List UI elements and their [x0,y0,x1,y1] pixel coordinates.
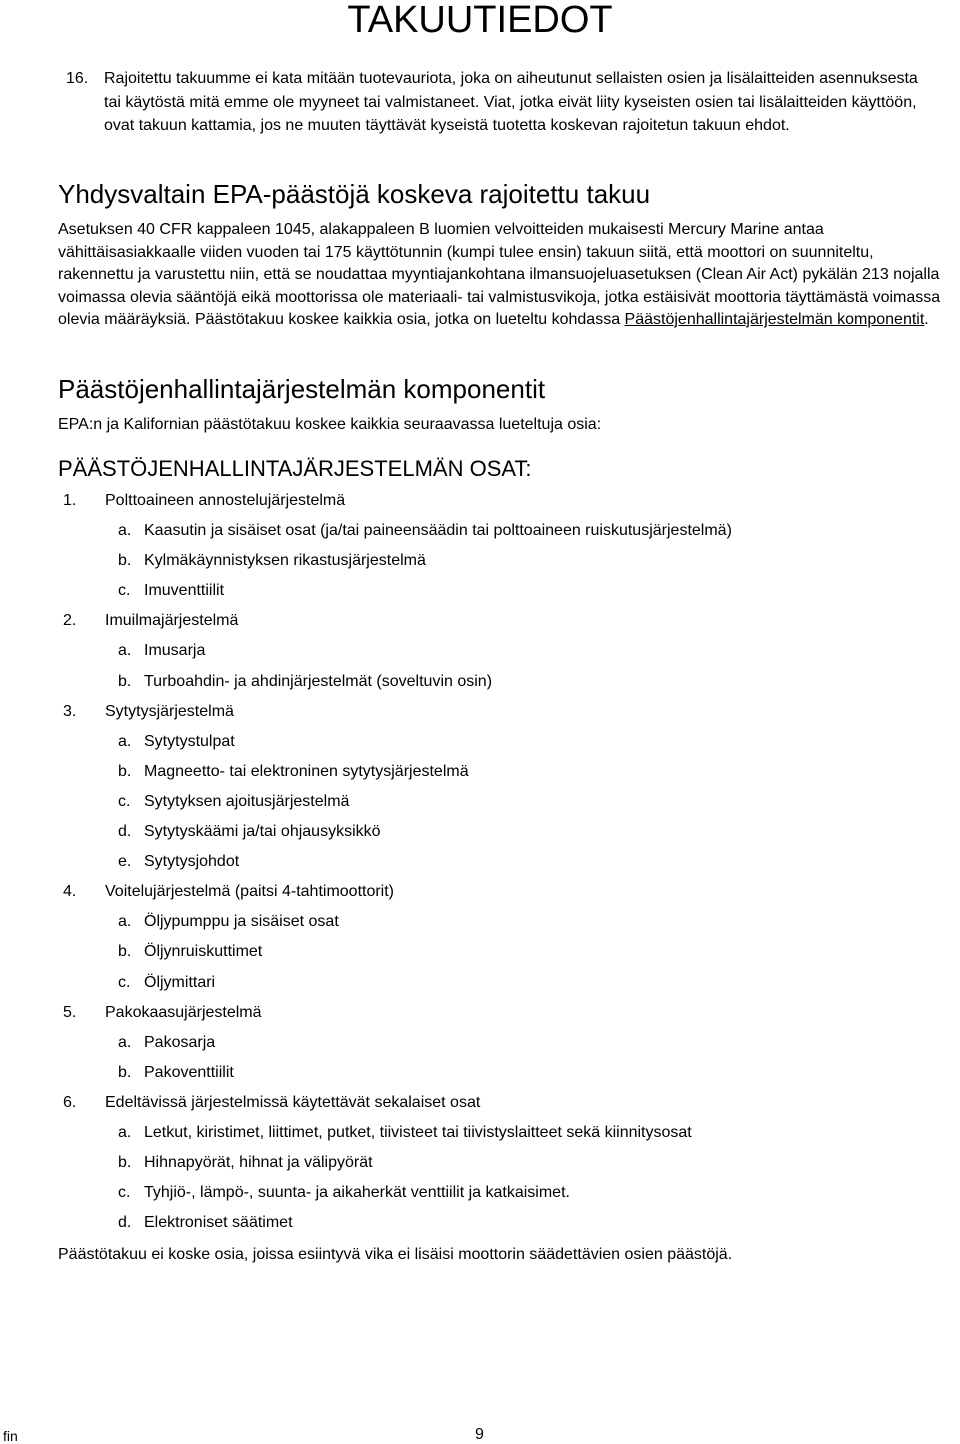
parts-list-item [58,877,948,907]
item-label: Sytytysjärjestelmä [105,702,234,720]
parts-list-subitem [58,787,948,817]
subitem-letter: d. [118,823,132,841]
subitem-label: Elektroniset säätimet [144,1214,293,1232]
epa-body [58,219,948,332]
subitem-letter: b. [118,672,132,690]
subitem-label: Imuventtiilit [144,582,225,600]
subitem-letter: d. [118,1214,132,1232]
parts-list-subitem [58,1208,948,1238]
components-intro: EPA:n ja Kalifornian päästötakuu koskee kaikkia seuraavassa lueteltuja osia: [58,416,602,433]
subitem-label: Öljypumppu ja sisäiset osat [144,913,339,931]
subitem-label: Turboahdin- ja ahdinjärjestelmät (soveltuvin osin) [144,672,493,690]
parts-list-item [58,1088,948,1118]
page-title: TAKUUTIEDOT [347,0,613,41]
subitem-label: Sytytystulpat [144,732,235,750]
subitem-letter: c. [118,792,131,810]
subitem-label: Sytytysjohdot [144,853,240,871]
subitem-letter: b. [118,1063,132,1081]
parts-list-subitem [58,1148,948,1178]
subitem-letter: a. [118,642,132,660]
parts-list-item [58,697,948,727]
subitem-label: Hihnapyörät, hihnat ja välipyörät [144,1154,373,1172]
epa-heading: Yhdysvaltain EPA-päästöjä koskeva rajoitettu takuu [58,179,651,209]
parts-list-subitem [58,546,948,576]
parts-list-subitem [58,667,948,697]
subitem-letter: a. [118,913,132,931]
subitem-label: Tyhjiö-, lämpö-, suunta- ja aikaherkät venttiilit ja katkaisimet. [144,1184,570,1202]
parts-list-subitem [58,757,948,787]
subitem-label: Öljymittari [144,973,216,991]
intro-text: Rajoitettu takuumme ei kata mitään tuotevauriota, joka on aiheutunut sellaisten osien ja lisälaitteiden asennuksesta tai käytöstä mitä emme ole myyneet tai valmistaneet. Viat, jotka eivät liity kyseisten osien tai lisälaitteiden käyttöön, ovat takuun kattamia, jos ne muuten täyttävät kyseistä tuotetta koskevan rajoitetun takuun ehdot. [104,70,918,134]
subitem-letter: b. [118,552,132,570]
parts-list-subitem [58,937,948,967]
subitem-label: Letkut, kiristimet, liittimet, putket, tiivisteet tai tiivistyslaitteet sekä kiinnitysosat [144,1123,692,1141]
parts-subheading: PÄÄSTÖJENHALLINTAJÄRJESTELMÄN OSAT: [58,456,532,481]
parts-list-subitem [58,636,948,666]
parts-list-subitem [58,1118,948,1148]
components-heading: Päästöjenhallintajärjestelmän komponentit [58,374,546,404]
intro-number: 16. [66,70,89,87]
item-label: Polttoaineen annostelujärjestelmä [105,492,346,509]
subitem-label: Kylmäkäynnistyksen rikastusjärjestelmä [144,552,426,570]
parts-list-subitem [58,907,948,937]
subitem-letter: c. [118,1184,131,1202]
parts-list-subitem [58,847,948,877]
subitem-label: Sytytyksen ajoitusjärjestelmä [144,792,350,810]
item-number: 6. [63,1093,77,1111]
parts-list-subitem [58,1058,948,1088]
subitem-letter: a. [118,732,132,750]
parts-list-subitem [58,1028,948,1058]
item-label: Imuilmajärjestelmä [105,612,239,630]
epa-body-text: Asetuksen 40 CFR kappaleen 1045, alakappaleen B luomien velvoitteiden mukaisesti Mercury Marine antaa vähittäisasiakkaalle viiden vuoden tai 175 käyttötunnin (kumpi tulee ensin) takuun siitä, että moottori on suunniteltu, rakennettu ja varustettu niin, että se noudattaa myyntiajankohtana ilmansuojeluasetuksen (Clean Air Act) pykälän 213 nojalla voimassa olevia sääntöjä eikä moottorissa ole materiaali- tai valmistusvikoja, jotka estäisivät moottoria täyttämästä voimassa olevia määräyksiä. Päästötakuu koskee kaikkia osia, jotka on lueteltu kohdassa [58,221,941,328]
subitem-label: Pakoventtiilit [144,1063,234,1081]
subitem-letter: b. [118,762,132,780]
parts-list-subitem [58,1178,948,1208]
subitem-letter: a. [118,522,132,540]
parts-list [58,486,948,1238]
item-number: 4. [63,883,77,901]
item-label: Pakokaasujärjestelmä [105,1003,262,1021]
epa-body-end: . [924,311,929,328]
subitem-label: Sytytyskäämi ja/tai ohjausyksikkö [144,823,381,841]
subitem-letter: e. [118,853,132,871]
intro-paragraph [58,67,938,138]
subitem-label: Öljynruiskuttimet [144,943,263,961]
parts-list-subitem [58,968,948,998]
parts-list-item [58,486,948,516]
subitem-letter: b. [118,943,132,961]
parts-list-subitem [58,516,948,546]
closing-note: Päästötakuu ei koske osia, joissa esiintyvä vika ei lisäisi moottorin säädettävien osien päästöjä. [58,1246,733,1263]
item-label: Voitelujärjestelmä (paitsi 4-tahtimoottorit) [105,883,395,901]
subitem-label: Kaasutin ja sisäiset osat (ja/tai paineensäädin tai polttoaineen ruiskutusjärjestelmä) [144,522,732,540]
footer-language: fin [3,1428,18,1444]
subitem-letter: b. [118,1154,132,1172]
parts-list-item [58,998,948,1028]
components-link[interactable]: Päästöjenhallintajärjestelmän komponentit [624,311,925,328]
parts-list-subitem [58,727,948,757]
item-number: 1. [63,492,77,509]
subitem-letter: a. [118,1123,132,1141]
parts-list-item [58,606,948,636]
item-number: 3. [63,702,77,720]
parts-list-subitem [58,817,948,847]
item-number: 2. [63,612,77,630]
page-number: 9 [475,1426,484,1443]
parts-list-subitem [58,576,948,606]
subitem-letter: c. [118,973,131,991]
subitem-label: Pakosarja [144,1033,216,1051]
subitem-label: Imusarja [144,642,206,660]
item-label: Edeltävissä järjestelmissä käytettävät sekalaiset osat [105,1093,481,1111]
subitem-letter: a. [118,1033,132,1051]
subitem-letter: c. [118,582,131,600]
subitem-label: Magneetto- tai elektroninen sytytysjärjestelmä [144,762,469,780]
item-number: 5. [63,1003,77,1021]
